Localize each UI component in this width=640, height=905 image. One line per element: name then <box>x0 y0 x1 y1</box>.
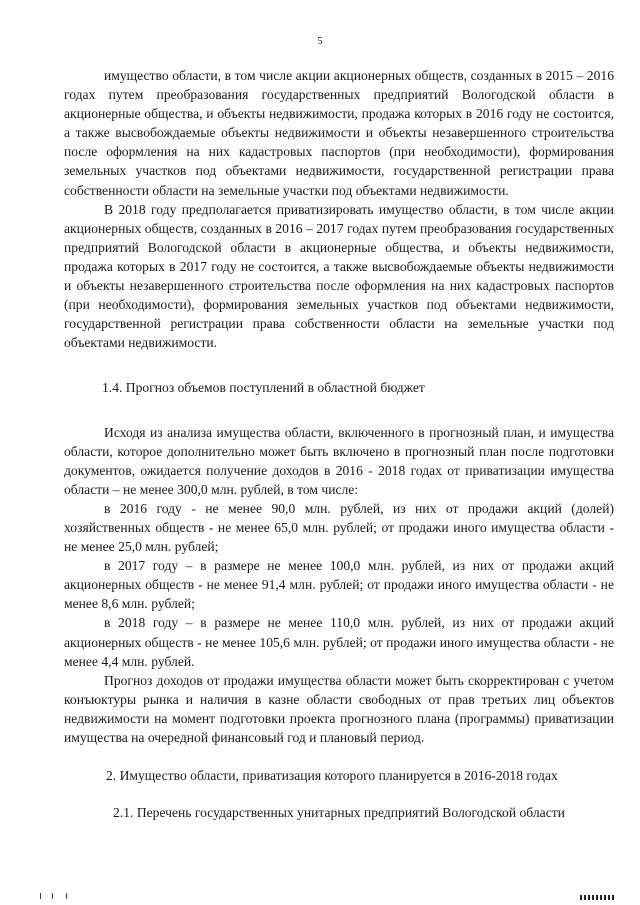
scan-mark <box>40 893 41 899</box>
scan-artifacts <box>0 885 640 905</box>
paragraph-privatization-2017: имущество области, в том числе акции акционерных обществ, созданных в 2015 – 2016 годах путем преобразования государственных предприятий Вологодской области в акционерные общества, и объекты недвижимости, продажа которых в 2016 году не состоится, а также высвобождаемые объекты недвижимости и объекты незавершенного строительства после оформления на них кадастровых паспортов (при необходимости), формирования земельных участков под объектами недвижимости, государственной регистрации права собственности области на земельные участки под объектами недвижимости. <box>64 68 614 198</box>
paragraph-revenue-2018: в 2018 году – в размере не менее 110,0 млн. рублей, из них от продажи акций акционерных обществ - не менее 105,6 млн. рублей; от продажи иного имущества области - не менее 4,4 млн. рублей. <box>64 615 614 669</box>
page-number: 5 <box>317 36 323 47</box>
section-heading-2: 2. Имущество области, приватизация которого планируется в 2016-2018 годах <box>106 768 558 784</box>
paragraph-revenue-2017: в 2017 году – в размере не менее 100,0 млн. рублей, из них от продажи акций акционерных обществ - не менее 91,4 млн. рублей; от продажи иного имущества области - не менее 8,6 млн. рублей; <box>64 558 614 612</box>
scan-barcode-mark <box>580 895 614 900</box>
paragraph-revenue-forecast: Исходя из анализа имущества области, включенного в прогнозный план, и имущества области, которое дополнительно может быть включено в прогнозный план после подготовки документов, ожидается получение доходов в 2016 - 2018 годах от приватизации имущества области – не менее 300,0 млн. рублей, в том числе: <box>64 424 614 497</box>
section-heading-2-1: 2.1. Перечень государственных унитарных предприятий Вологодской области <box>113 805 565 821</box>
document-body <box>64 66 614 821</box>
paragraph-forecast-adjustment: Прогноз доходов от продажи имущества области может быть скорректирован с учетом конъюктуры рынка и наличия в казне области свободных от прав третьих лиц объектов недвижимости на момент подготовки проекта прогнозного плана (программы) приватизации имущества на очередной финансовый год и плановый период. <box>64 672 614 745</box>
scan-mark <box>66 893 67 899</box>
scan-mark <box>52 893 53 899</box>
paragraph-privatization-2018: В 2018 году предполагается приватизировать имущество области, в том числе акции акционерных обществ, созданных в 2016 – 2017 годах путем преобразования государственных предприятий Вологодской области в акционерные общества, и объекты недвижимости, продажа которых в 2017 году не состоится, а также высвобождаемые объекты недвижимости и объекты незавершенного строительства после оформления на них кадастровых паспортов (при необходимости), формирования земельных участков под объектами недвижимости, государственной регистрации права собственности области на земельные участки под объектами недвижимости. <box>64 201 614 351</box>
section-heading-1-4: 1.4. Прогноз объемов поступлений в областной бюджет <box>102 380 425 396</box>
paragraph-revenue-2016: в 2016 году - не менее 90,0 млн. рублей, из них от продажи акций (долей) хозяйственных обществ - не менее 65,0 млн. рублей; от продажи иного имущества области - не менее 25,0 млн. рублей; <box>64 500 614 555</box>
